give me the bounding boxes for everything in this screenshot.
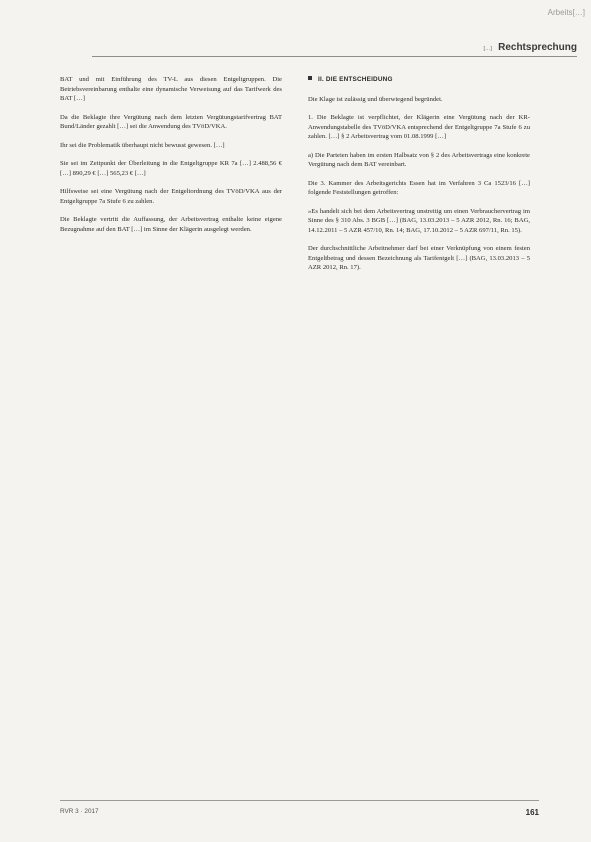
paragraph: Sie sei im Zeitpunkt der Überleitung in die Entgeltgruppe KR 7a […] 2.488,56 € […] 890,29 € […] 565,23 € […] (60, 160, 282, 177)
header-subtitle: […] (483, 46, 493, 52)
paragraph: Ihr sei die Problematik überhaupt nicht bewusst gewesen. […] (60, 141, 225, 149)
left-column (60, 75, 282, 782)
paragraph: Hilfsweise sei eine Vergütung nach der Entgeltordnung des TVöD/VKA aus der Entgeltgruppe 7a Stufe 6 zu zahlen. (60, 188, 282, 205)
section-title: Rechtsprechung (498, 42, 577, 53)
paragraph: 1. Die Beklagte ist verpflichtet, der Klägerin eine Vergütung nach der KR-Anwendungstabelle des TVöD/VKA entsprechend der Entgeltgruppe 7a Stufe 6 zu zahlen. […] § 2 Arbeitsvertrag vom 01.08.1999 […] (308, 114, 530, 140)
section-heading (308, 75, 530, 85)
paragraph: Die Beklagte vertritt die Auffassung, der Arbeitsvertrag enthalte keine eigene Bezugnahme auf den BAT […] im Sinne der Klägerin ausgelegt werden. (60, 216, 282, 233)
paragraph: Der durchschnittliche Arbeitnehmer darf bei einer Verknüpfung von einem festen Entgeltbetrag und dessen Bezeichnung als Tarifentgelt […] (BAG, 13.03.2013 – 5 AZR 2012, Rn. 17). (308, 245, 530, 271)
page-footer (60, 800, 539, 817)
paragraph: a) Die Parteien haben im ersten Halbsatz von § 2 des Arbeitsvertrags eine konkrete Vergütung nach dem BAT vereinbart. (308, 151, 530, 168)
paragraph: BAT und mit Einführung des TV-L aus diesen Entgeltgruppen. Die Betriebsvereinbarung enthalte eine dynamische Verweisung auf das Tarifwerk des BAT […] (60, 76, 282, 102)
bullet-square-icon (308, 76, 312, 80)
page-tag: Arbeits[…] (547, 8, 585, 17)
paragraph: Da die Beklagte ihre Vergütung nach dem letzten Vergütungstarifvertrag BAT Bund/Länder gezahlt […] sei die Anwendung des TVöD/VKA. (60, 113, 282, 130)
paragraph: Die Klage ist zulässig und überwiegend begründet. (308, 95, 443, 103)
right-column (308, 75, 530, 782)
section-heading-text: II. DIE ENTSCHEIDUNG (318, 76, 393, 83)
journal-citation: RVR 3 · 2017 (60, 808, 99, 815)
page-number: 161 (525, 808, 539, 817)
paragraph: Die 3. Kammer des Arbeitsgerichts Essen hat im Verfahren 3 Ca 1523/16 […] folgende Feststellungen getroffen: (308, 179, 530, 196)
quote-paragraph: »Es handelt sich bei dem Arbeitsvertrag unstreitig um einen Verbrauchervertrag im Sinne des § 310 Abs. 3 BGB […] (BAG, 13.03.2013 – 5 AZR 2012, Rn. 16; BAG, 14.12.2011 – 5 AZR 457/10, Rn. 14; BAG, 17.10.2012 – 5 AZR 697/11, Rn. 15). (308, 207, 530, 234)
running-header (92, 42, 577, 57)
